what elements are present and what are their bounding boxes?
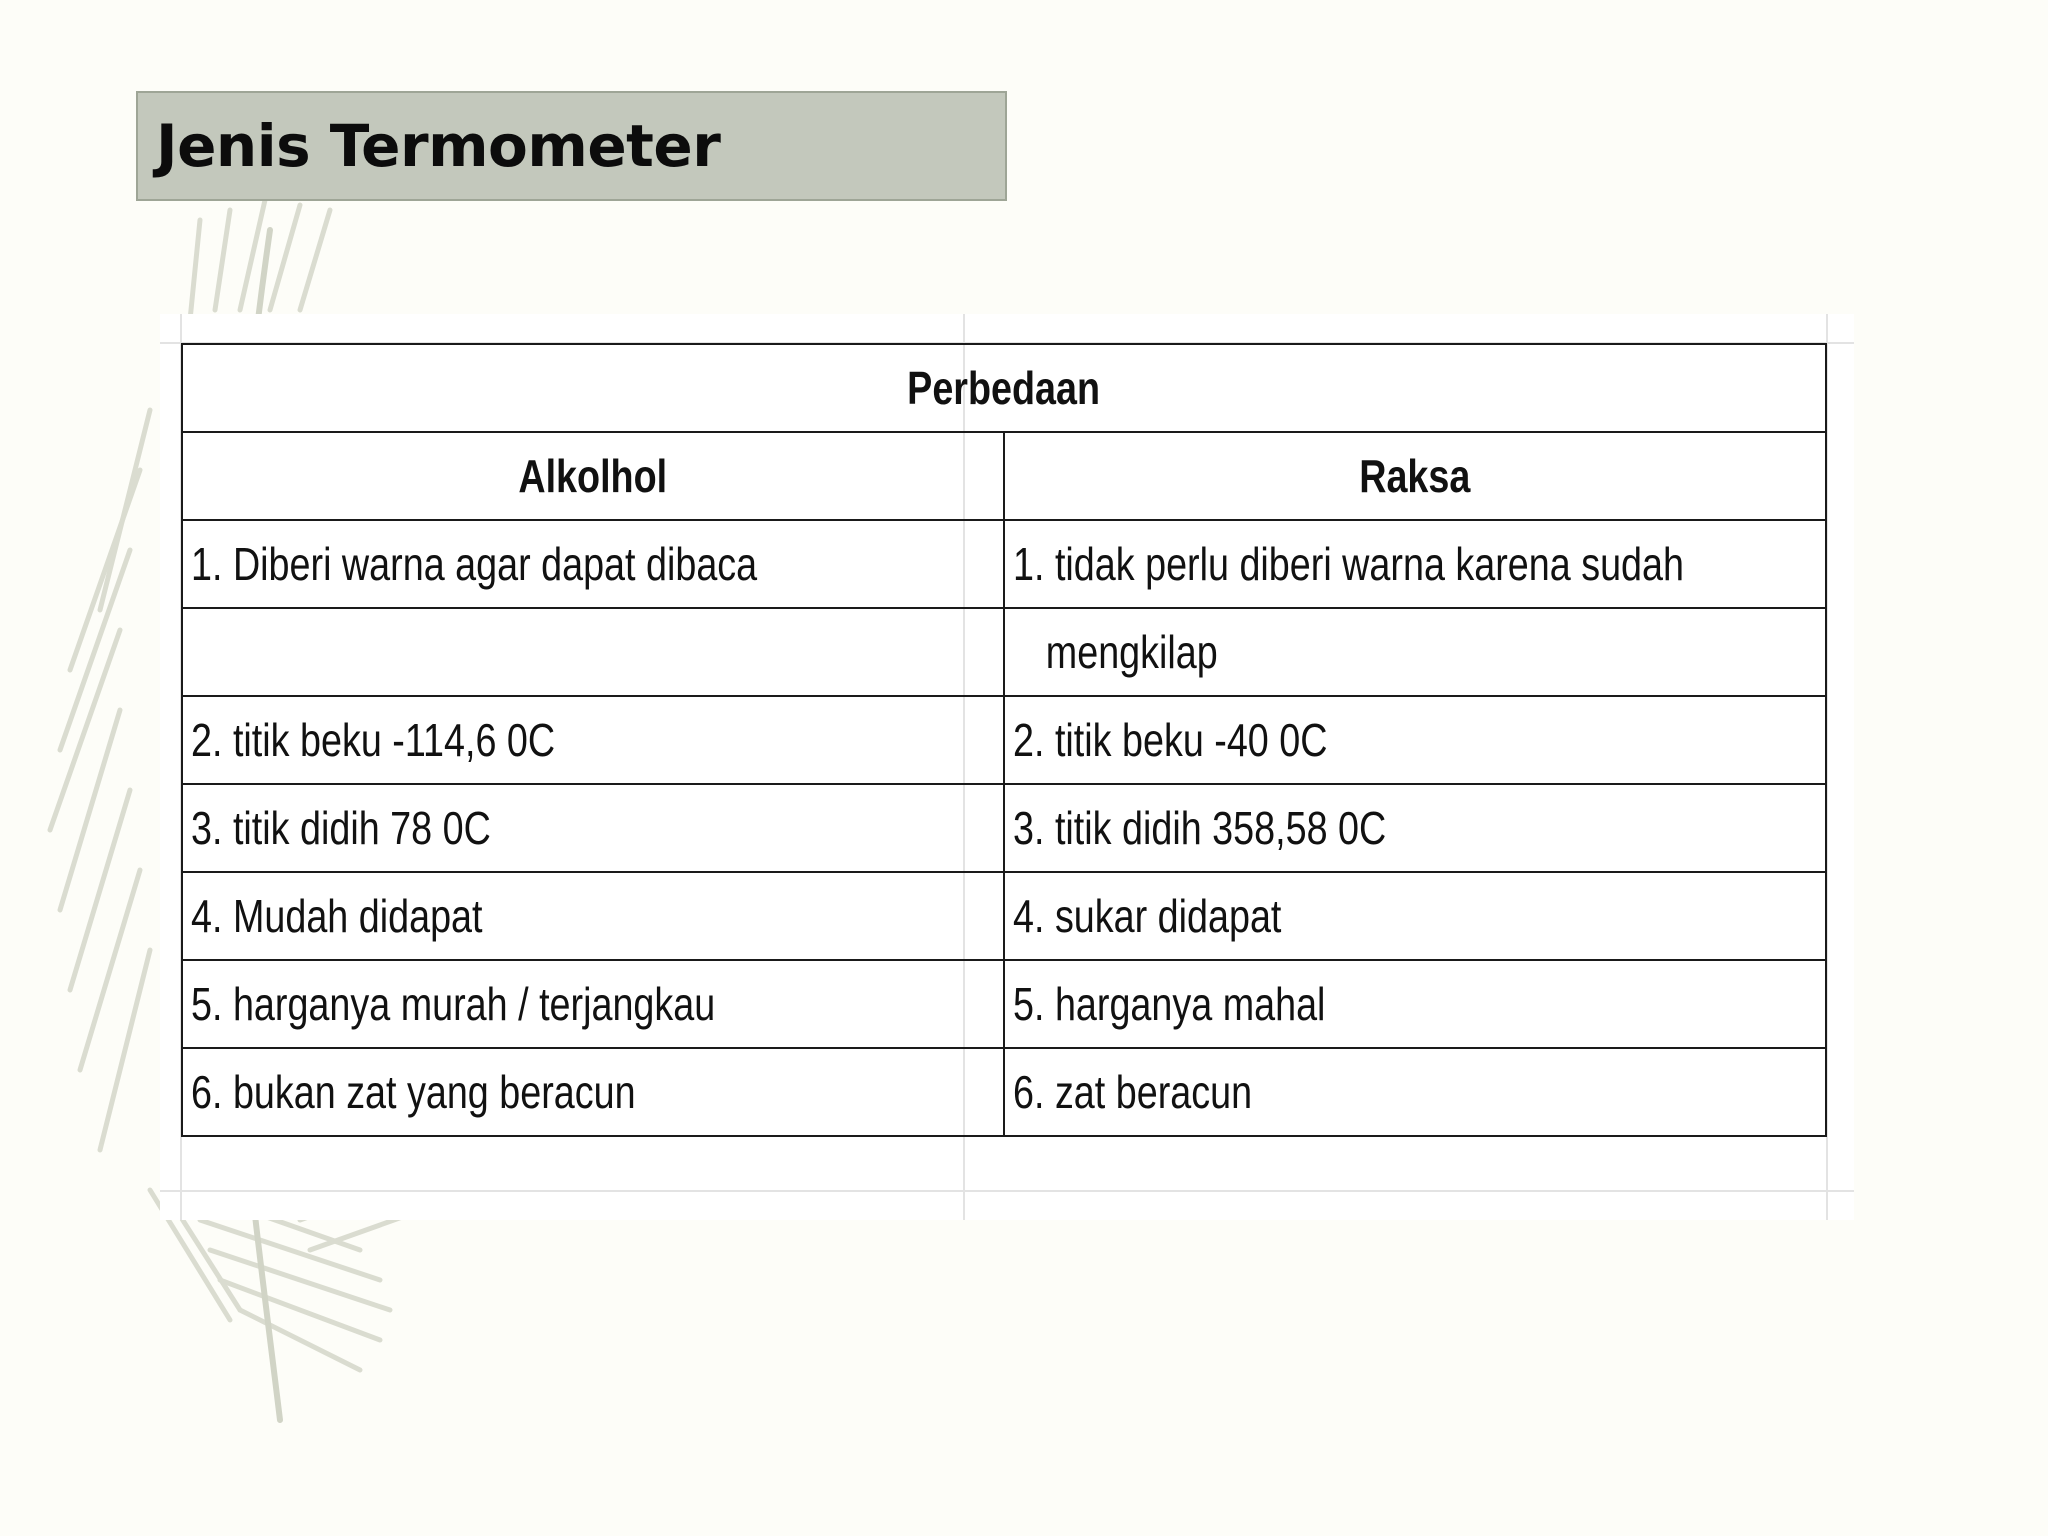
table-cell-alkohol: 3. titik didih 78 0C bbox=[182, 784, 1004, 872]
table-title-cell bbox=[182, 344, 1826, 432]
spreadsheet-image bbox=[160, 314, 1854, 1220]
table-title: Perbedaan bbox=[907, 362, 1101, 414]
table-row bbox=[182, 960, 1826, 1048]
table-cell-raksa: 5. harganya mahal bbox=[1004, 960, 1826, 1048]
table-column-row bbox=[182, 432, 1826, 520]
table-header-row bbox=[182, 344, 1826, 432]
table-row bbox=[182, 608, 1826, 696]
comparison-table bbox=[181, 343, 1827, 1137]
table-row bbox=[182, 696, 1826, 784]
table-row bbox=[182, 784, 1826, 872]
column-header-raksa: Raksa bbox=[1004, 432, 1826, 520]
table-cell-raksa: 3. titik didih 358,58 0C bbox=[1004, 784, 1826, 872]
table-cell-alkohol: 2. titik beku -114,6 0C bbox=[182, 696, 1004, 784]
column-header-alkohol: Alkolhol bbox=[182, 432, 1004, 520]
table-cell-alkohol: 1. Diberi warna agar dapat dibaca bbox=[182, 520, 1004, 608]
table-cell-alkohol: 6. bukan zat yang beracun bbox=[182, 1048, 1004, 1136]
title-box bbox=[136, 91, 1007, 201]
table-row bbox=[182, 1048, 1826, 1136]
table-cell-raksa: 1. tidak perlu diberi warna karena sudah bbox=[1004, 520, 1826, 608]
table-cell-raksa: 2. titik beku -40 0C bbox=[1004, 696, 1826, 784]
table-row bbox=[182, 872, 1826, 960]
slide-title: Jenis Termometer bbox=[156, 112, 721, 180]
table-cell-raksa: mengkilap bbox=[1004, 608, 1826, 696]
table-cell-alkohol: 5. harganya murah / terjangkau bbox=[182, 960, 1004, 1048]
table-row bbox=[182, 520, 1826, 608]
table-cell-raksa: 6. zat beracun bbox=[1004, 1048, 1826, 1136]
table-cell-alkohol: 4. Mudah didapat bbox=[182, 872, 1004, 960]
table-cell-raksa: 4. sukar didapat bbox=[1004, 872, 1826, 960]
table-cell-alkohol bbox=[182, 608, 1004, 696]
